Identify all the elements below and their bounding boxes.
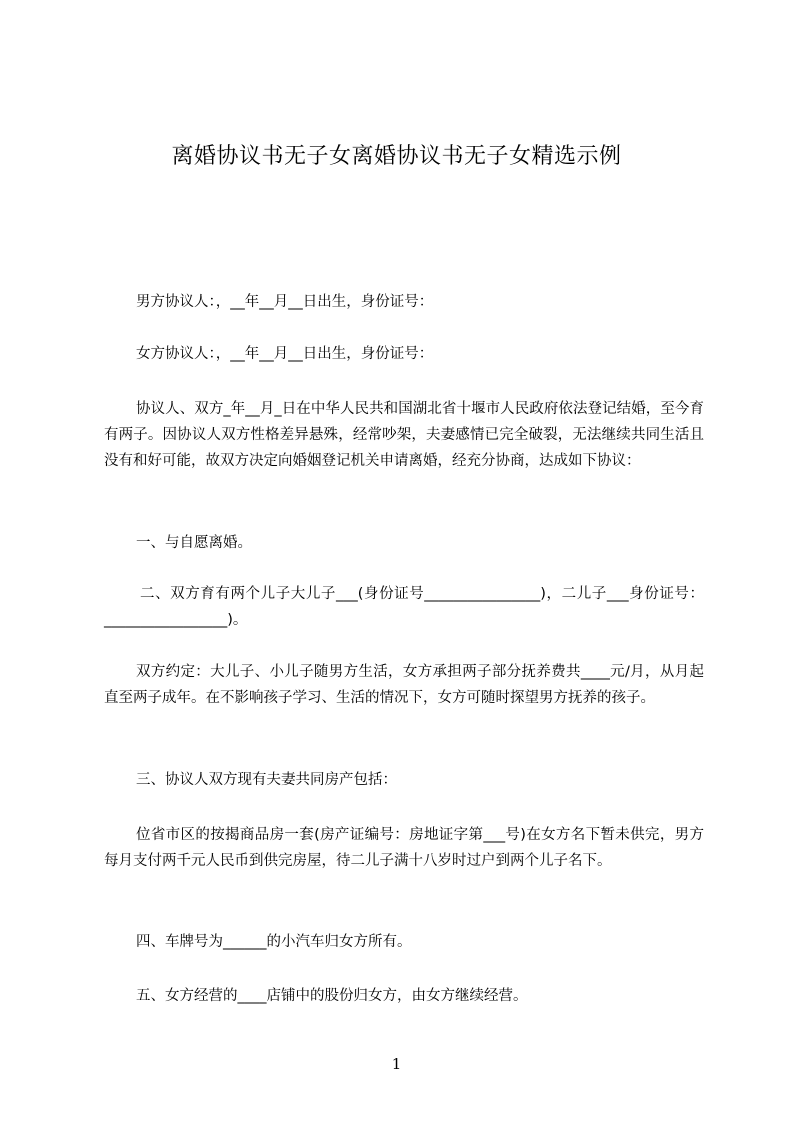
clause-4-car: 四、车牌号为______的小汽车归女方所有。	[136, 934, 412, 950]
clause-5-shop-shares: 五、女方经营的____店铺中的股份归女方，由女方继续经营。	[136, 988, 528, 1004]
clause-3-joint-property: 三、协议人双方现有夫妻共同房产包括：	[136, 772, 397, 788]
clause-1-voluntary-divorce: 一、与自愿离婚。	[136, 535, 252, 551]
clause-2-children: 二、双方育有两个儿子大儿子___(身份证号________________)，二儿子___身份证号：_________________)。	[104, 586, 704, 628]
page-number: 1	[391, 1055, 402, 1073]
paragraph-custody-agreement: 双方约定：大儿子、小儿子随男方生活，女方承担两子部分抚养费共____元/月，从月起直至两子成年。在不影响孩子学习、生活的情况下，女方可随时探望男方抚养的孩子。	[104, 664, 704, 706]
paragraph-house-details: 位省市区的按揭商品房一套(房产证编号：房地证字第___号)在女方名下暂未供完，男方每月支付两千元人民币到供完房屋，待二儿子满十八岁时过户到两个儿子名下。	[104, 827, 704, 869]
paragraph-female-party: 女方协议人：，__年__月__日出生，身份证号：	[136, 346, 434, 362]
paragraph-marriage-background: 协议人、双方_年__月_日在中华人民共和国湖北省十堰市人民政府依法登记结婚，至今育有两子。因协议人双方性格差异悬殊，经常吵架，夫妻感情已完全破裂，无法继续共同生活且没有和好可能，故双方决定向婚姻登记机关申请离婚，经充分协商，达成如下协议：	[104, 401, 704, 469]
document-title: 离婚协议书无子女离婚协议书无子女精选示例	[171, 144, 622, 169]
paragraph-male-party: 男方协议人：，__年__月__日出生，身份证号：	[136, 294, 434, 310]
